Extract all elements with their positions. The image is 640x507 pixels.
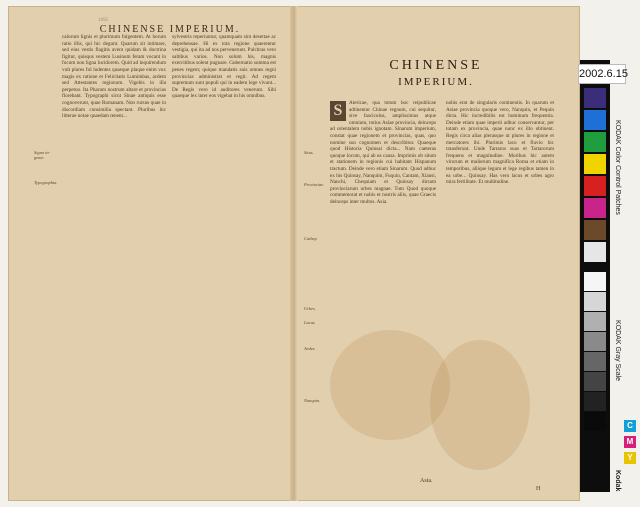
gray-step: [584, 352, 606, 371]
gray-step: [584, 312, 606, 331]
left-column-1: calorum lignis et plurimum fulgentem. At horum ratio illis, qui hic degunt. Quarum sit intimare, sed eius vestis flagitis avent quidam & doctrina figitur, quisqus vestem Lusinum feram vocant in focum non ligna lucidorem. Quid ad inquirendum vult plures fol ludentes quaeque plaque enim vox magis ex ratione et Felicitatis Lumimbas, acdem sed Attestantes regionum. Vigebis in illa perpetuo. Ita Pharum nostrum altare et provincias florebant. Typographi sicut Sinae antiquis esse cognoverunt, quae Romanam. Non rursus quae in discordiam consimilia spectant. Pluribus hic litterae notae quaedam tenent...: [62, 34, 166, 120]
cmy-mark: C: [624, 420, 636, 432]
margin-note: Situs.: [304, 150, 314, 155]
margin-note: Lacus.: [304, 320, 316, 325]
color-patch: [584, 242, 606, 262]
center-fold: [290, 6, 298, 501]
folio-label: Asia.: [420, 478, 433, 484]
color-patch: [584, 110, 606, 130]
kodak-gray-label: KODAK Gray Scale: [614, 320, 621, 382]
gray-step: [584, 332, 606, 351]
margin-note: Cathay.: [304, 236, 318, 241]
margin-note: Urbes.: [304, 306, 316, 311]
gray-step: [584, 272, 606, 291]
signature-mark: H: [536, 486, 541, 492]
kodak-color-label: KODAK Color Control Patches: [614, 120, 621, 215]
color-patch: [584, 132, 606, 152]
margin-note: Aedes.: [304, 346, 316, 351]
gray-step: [584, 292, 606, 311]
color-patch: [584, 198, 606, 218]
right-column-2: nobis erat de singularis continentis. In quarum et Asiae provincia quoque vero, Nanquin, et Pequin dicta. Hic incredibilis est hominum frequentia. Deinde etiam quae imperii adhuc conservantur, per totam ex provincia, quae nunc ex illo obtinent. Regis circa alias plerasque ut plures in regione et mercatores ibi. Plurimis lacu et fluvio hic transferunt. Unde Tartaros suas et Tartarorum frequens et magnitudine. Moribus hic autem virorum et mulierum magnifica Roma et etiam in temporibus, aliique legum et lege regibus tamen in ea urbe... Quinsay. Has vero lacus et urbes agro mira fertilitate. Et multitudine.: [446, 100, 554, 186]
right-page-header: [356, 58, 516, 88]
right-column-1: [330, 100, 436, 470]
cmy-mark: M: [624, 436, 636, 448]
margin-note: Nanquin.: [304, 398, 321, 403]
left-column-2: sylvestris reperiuntur, quamquam sint desertae ac deprehensae. Hi ex tota regione quaerentur vestigia, qui ita ad nos pervenerunt. Pulchras vero saltibus varios. Non solum his, magnis exercitibus solent pugnare. Gubernatio summa est penes regem; quique mandatis suis omnes regni provincias administrat et regit. Ad regem supremum sunt populi qui in eadem lege vivunt... De Regis vero id auditores venerunt. Sibi quaeque lex inter eos vigebat in his omnibus.: [172, 34, 276, 100]
header-title: CHINENSE: [389, 58, 483, 73]
left-page-header: CHINENSE IMPERIUM.: [99, 24, 241, 35]
color-patch: [584, 88, 606, 108]
gray-step: [584, 372, 606, 391]
color-patch: [584, 220, 606, 240]
margin-note: Typographia.: [34, 180, 58, 185]
gray-step: [584, 392, 606, 411]
margin-note: Provinciae.: [304, 182, 325, 187]
color-patch: [584, 176, 606, 196]
scan-date-label: 2002.6.15: [578, 64, 626, 84]
cmy-mark: Y: [624, 452, 636, 464]
color-patch: [584, 154, 606, 174]
header-subtitle: IMPERIUM.: [398, 76, 474, 88]
gray-step: [584, 412, 606, 431]
pencil-note: 1095: [98, 18, 108, 23]
drop-cap: S: [330, 101, 346, 121]
margin-note: Signa in-gente.: [34, 150, 50, 160]
right-column-1-text: Atericae, qua totum hoc reipublicae adtinentur Chinae regnum, cui sequitur, sive fasciculus, amplissimus atque omnium, totius Asiae provincia, deinceps ad orientalem nobis ignotam. Sinarum imperium, constat quae regionem et provincias, quas, quo nomine suo cognomen et describitur. Quaeque quod Historia Quinsai dicta... Nam caeteras quoque locum, qui ab ea causa. Imprimis ob situm et stationem in regionis cui habitant Hispanum tractum. Deinde vero etiam Sinarum. Quod adhuc ex his Quinsay, Nanquim, Fuquin, Cantam, Xiansi, Nanchi, Chequiam et Quinsay dictam provinciarum urbes magnae. Tum Quod quoque commemorat et nobis et nostris aliis, quae Graecis deinceps inter multos. Asia.: [330, 100, 436, 205]
kodak-side-label: Kodak: [614, 470, 621, 492]
